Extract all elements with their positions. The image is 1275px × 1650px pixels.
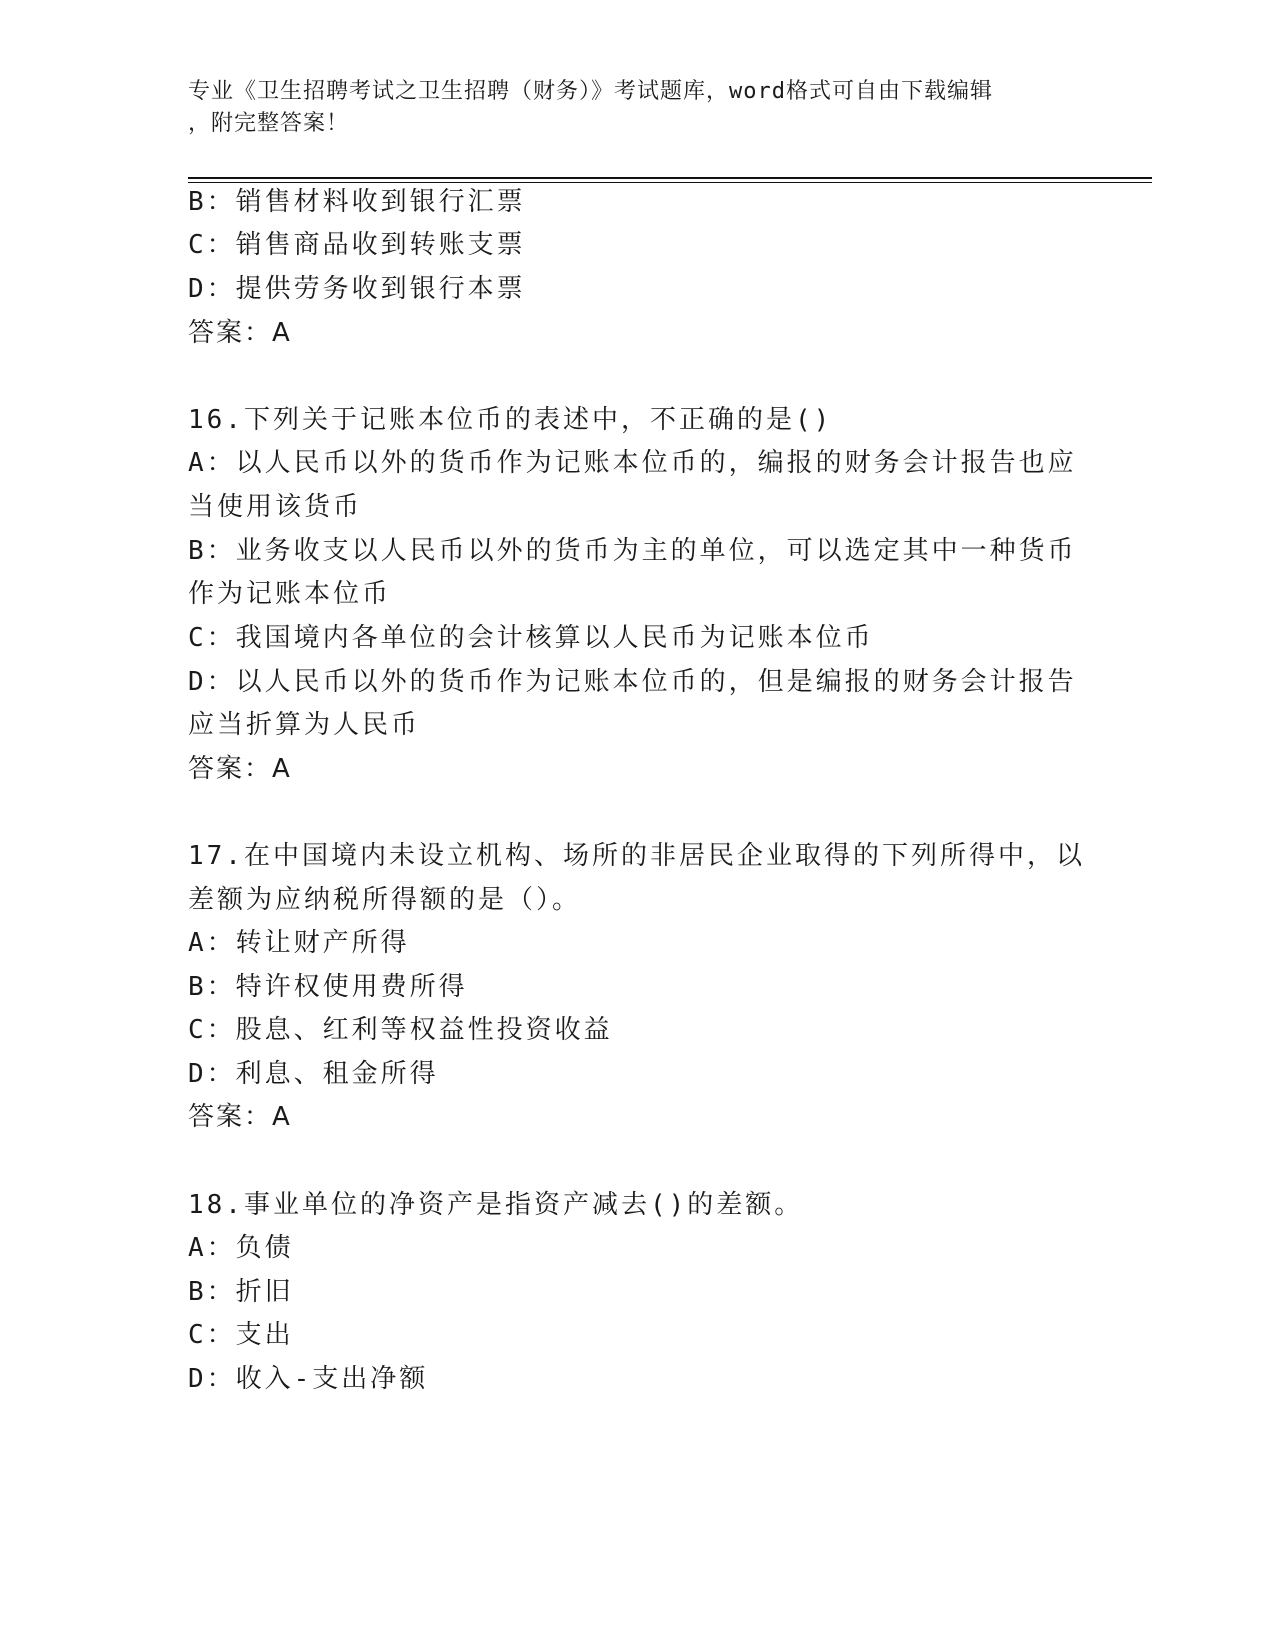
q16-option-d-line-2: 应当折算为人民币	[188, 710, 421, 740]
q16-option-c: C：我国境内各单位的会计核算以人民币为记账本位币	[188, 623, 874, 653]
header-line-1: 专业《卫生招聘考试之卫生招聘（财务）》考试题库，word格式可自由下载编辑	[188, 79, 993, 104]
q17-option-c: C：股息、红利等权益性投资收益	[188, 1015, 613, 1045]
q16-option-d-line-1: D：以人民币以外的货币作为记账本位币的，但是编报的财务会计报告	[188, 667, 1077, 697]
header-rule-thin	[188, 182, 1152, 183]
q16-answer: 答案：A	[188, 754, 292, 784]
q17-stem-line-2: 差额为应纳税所得额的是（）。	[188, 885, 582, 915]
q17-option-d: D：利息、租金所得	[188, 1059, 439, 1089]
q16-option-b-line-1: B：业务收支以人民币以外的货币为主的单位，可以选定其中一种货币	[188, 536, 1077, 566]
q18-stem: 18.事业单位的净资产是指资产减去()的差额。	[188, 1190, 804, 1220]
document-header	[188, 76, 1088, 140]
q16-option-a-line-1: A：以人民币以外的货币作为记账本位币的，编报的财务会计报告也应	[188, 448, 1077, 478]
q15-option-d: D：提供劳务收到银行本票	[188, 274, 526, 304]
q16-stem: 16.下列关于记账本位币的表述中，不正确的是()	[188, 405, 833, 435]
q18-option-d: D：收入-支出净额	[188, 1364, 429, 1394]
q15-option-b: B：销售材料收到银行汇票	[188, 187, 526, 217]
q17-stem-line-1: 17.在中国境内未设立机构、场所的非居民企业取得的下列所得中，以	[188, 841, 1085, 871]
q16-option-a-line-2: 当使用该货币	[188, 492, 363, 522]
q15-option-c: C：销售商品收到转账支票	[188, 230, 526, 260]
q15-answer: 答案：A	[188, 318, 292, 348]
header-rule-thick	[188, 177, 1152, 179]
q16-option-b-line-2: 作为记账本位币	[188, 579, 392, 609]
q17-answer: 答案：A	[188, 1102, 292, 1132]
q18-option-b: B：折旧	[188, 1277, 294, 1307]
header-line-2: ，附完整答案！	[188, 111, 350, 136]
q17-option-b: B：特许权使用费所得	[188, 972, 468, 1002]
q18-option-c: C：支出	[188, 1320, 294, 1350]
q17-option-a: A：转让财产所得	[188, 928, 410, 958]
q18-option-a: A：负债	[188, 1233, 294, 1263]
